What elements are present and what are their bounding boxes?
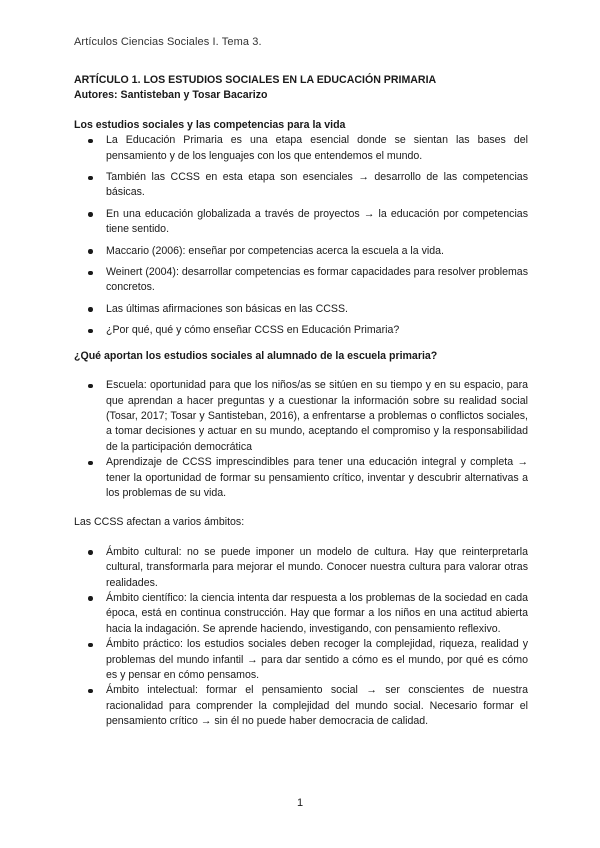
section1-list	[74, 133, 528, 338]
list-item: Ámbito cultural: no se puede imponer un modelo de cultura. Hay que reinterpretarla cultural, transformarla para mejorar el mundo. Conocer nuestra cultura para valorar otras realidades.	[74, 545, 528, 591]
bullet-icon	[88, 307, 93, 312]
bullet-icon	[88, 249, 93, 254]
list-item: Maccario (2006): enseñar por competencias acerca la escuela a la vida.	[74, 244, 528, 259]
list-item: Las últimas afirmaciones son básicas en las CCSS.	[74, 302, 528, 317]
section3-list	[74, 545, 528, 730]
bullet-icon	[88, 329, 93, 334]
document-body	[74, 73, 528, 730]
bullet-icon	[88, 596, 93, 601]
bullet-icon	[88, 461, 93, 466]
list-item: Ámbito científico: la ciencia intenta dar respuesta a los problemas de la sociedad en cada época, está en continua construcción. Hay que formar a los niños en una actitud abierta hacia la indagación. Se aprende haciendo, investigando, con pensamiento reflexivo.	[74, 591, 528, 637]
article-authors: Autores: Santisteban y Tosar Bacarizo	[74, 89, 268, 102]
list-item: Weinert (2004): desarrollar competencias es formar capacidades para resolver problemas concretos.	[74, 265, 528, 296]
bullet-icon	[88, 139, 93, 144]
list-item: Aprendizaje de CCSS imprescindibles para tener una educación integral y completa → tener la oportunidad de formar su pensamiento crítico, inventar y descubrir alternativas a los problemas de su vida.	[74, 455, 528, 501]
section2-heading: ¿Qué aportan los estudios sociales al alumnado de la escuela primaria?	[74, 349, 438, 362]
bullet-icon	[88, 550, 93, 555]
page-header: Artículos Ciencias Sociales I. Tema 3.	[74, 36, 262, 48]
bullet-icon	[88, 689, 93, 694]
list-item: La Educación Primaria es una etapa esencial donde se sientan las bases del pensamiento y de los lenguajes con los que entendemos el mundo.	[74, 133, 528, 164]
section1-heading: Los estudios sociales y las competencias para la vida	[74, 118, 346, 131]
bullet-icon	[88, 271, 93, 276]
list-item: Escuela: oportunidad para que los niños/as se sitúen en su tiempo y en su espacio, para que aprendan a hacer preguntas y a cuestionar la información sobre su realidad social (Tosar, 2017; Tosar y Santisteban, 2016), a enfrentarse a problemas o conflictos sociales, a tomar decisiones y actuar en su mundo, aceptando el compromiso y la responsabilidad de la participación democrática	[74, 378, 528, 455]
list-item: En una educación globalizada a través de proyectos → la educación por competencias tiene sentido.	[74, 207, 528, 238]
section3-intro: Las CCSS afectan a varios ámbitos:	[74, 516, 245, 529]
list-item: ¿Por qué, qué y cómo enseñar CCSS en Educación Primaria?	[74, 323, 528, 338]
section2-list	[74, 378, 528, 501]
bullet-icon	[88, 643, 93, 648]
bullet-icon	[88, 176, 93, 181]
article-title: ARTÍCULO 1. LOS ESTUDIOS SOCIALES EN LA EDUCACIÓN PRIMARIA	[74, 74, 437, 86]
bullet-icon	[88, 212, 93, 217]
page-number: 1	[296, 797, 304, 809]
bullet-icon	[88, 384, 93, 389]
list-item: Ámbito práctico: los estudios sociales deben recoger la complejidad, riqueza, realidad y problemas del mundo infantil → para dar sentido a cómo es el mundo, por qué es cómo es y pensar en cómo pensamos.	[74, 637, 528, 683]
list-item: También las CCSS en esta etapa son esenciales → desarrollo de las competencias básicas.	[74, 170, 528, 201]
list-item: Ámbito intelectual: formar el pensamiento social → ser conscientes de nuestra racionalidad para comprender la complejidad del mundo social. Necesario formar el pensamiento crítico → sin él no puede haber democracia de calidad.	[74, 683, 528, 729]
